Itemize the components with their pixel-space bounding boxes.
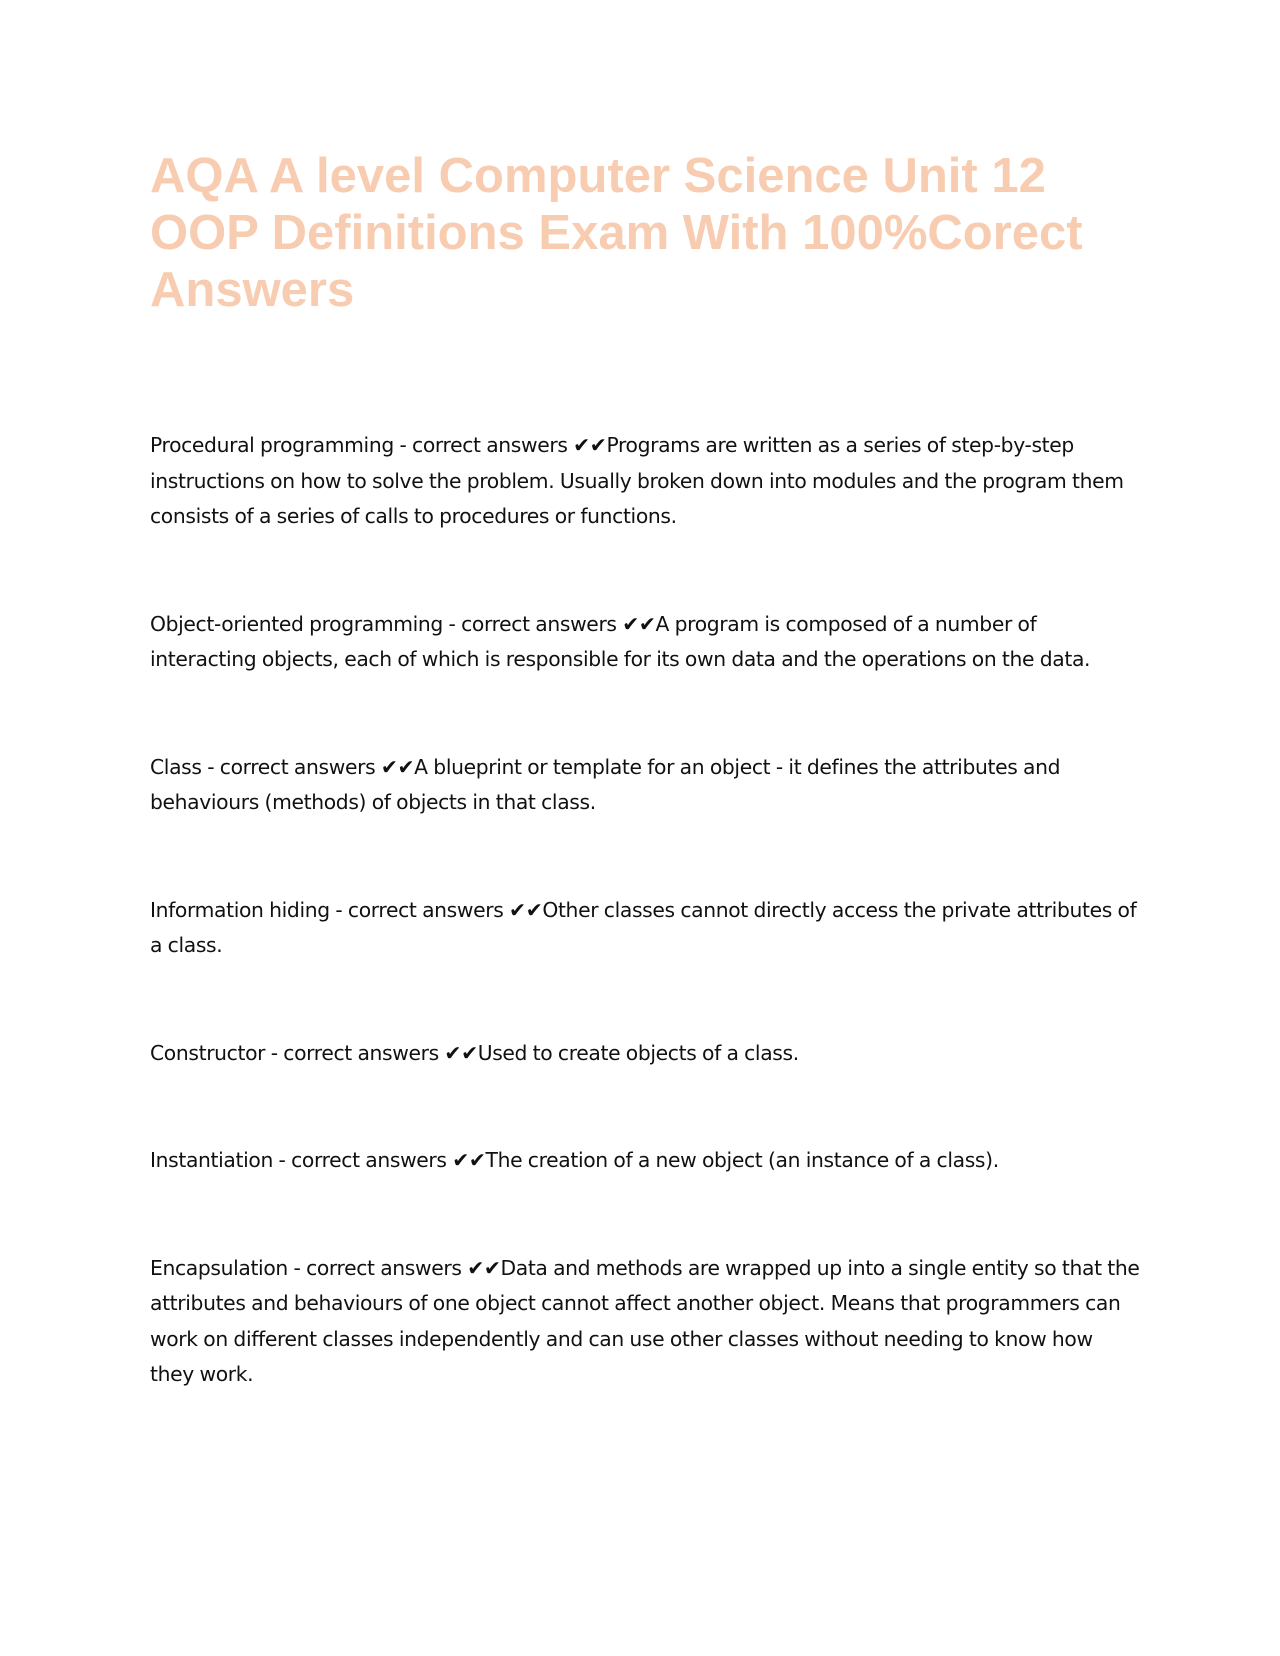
definition-entry: Instantiation - correct answers ✔✔The creation of a new object (an instance of a class). [150,1148,999,1172]
definition-entry: Object-oriented programming - correct answers ✔✔A program is composed of a number of interacting objects, each of which is responsible for its own data and the operations on the data. [150,611,1091,671]
document-page [150,148,1140,319]
definition-entry: Constructor - correct answers ✔✔Used to create objects of a class. [150,1040,799,1065]
definition-entry: Information hiding - correct answers ✔✔Other classes cannot directly access the private attributes of a class. [150,897,1137,957]
definition-entry: Class - correct answers ✔✔A blueprint or template for an object - it defines the attributes and behaviours (methods) of objects in that class. [150,754,1061,814]
definitions-list [150,428,1140,1393]
definition-entry: Procedural programming - correct answers ✔✔Programs are written as a series of step-by-step instructions on how to solve the problem. Usually broken down into modules and the program them consists of a series of calls to procedures or functions. [150,433,1124,528]
document-title: AQA A level Computer Science Unit 12 OOP Definitions Exam With 100%Corect Answers [150,149,1083,317]
definition-entry: Encapsulation - correct answers ✔✔Data and methods are wrapped up into a single entity so that the attributes and behaviours of one object cannot affect another object. Means that programmers can work on different classes independently and can use other classes without needing to know how they work. [150,1255,1140,1386]
